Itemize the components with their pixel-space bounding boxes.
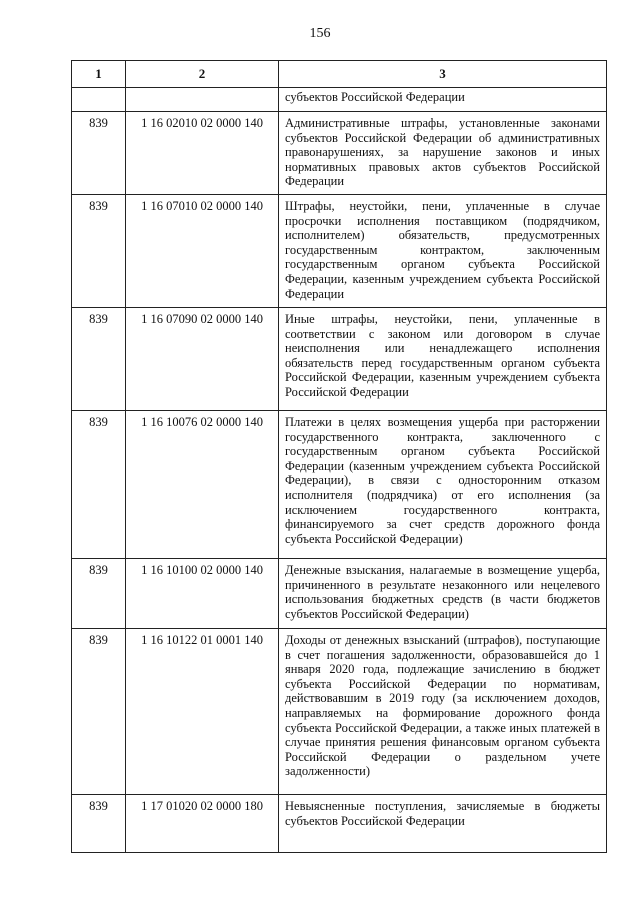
table-row — [72, 112, 607, 195]
budget-code: 1 16 02010 02 0000 140 — [126, 112, 279, 195]
description: Иные штрафы, неустойки, пени, уплаченные в соответствии с законом или договором в случае неисполнения или ненадлежащего исполнения обязательств перед государственным органом субъекта Российской Федерации, казенным учреждением субъекта Российской Федерации — [279, 308, 607, 411]
budget-code: 1 16 10076 02 0000 140 — [126, 411, 279, 559]
admin-code: 839 — [72, 195, 126, 308]
admin-code: 839 — [72, 795, 126, 853]
header-col-3: 3 — [279, 61, 607, 88]
description: Платежи в целях возмещения ущерба при расторжении государственного контракта, заключенного с государственным органом субъекта Российской Федерации (казенным учреждением субъекта Российской Федерации), в связи с односторонним отказом исполнителя (подрядчика) от его исполнения (за исключением государственного контракта, финансируемого за счет средств дорожного фонда субъекта Российской Федерации) — [279, 411, 607, 559]
continuation-row — [72, 88, 607, 112]
page-number: 156 — [309, 26, 331, 41]
budget-code: 1 16 10122 01 0001 140 — [126, 629, 279, 795]
description: Невыясненные поступления, зачисляемые в бюджеты субъектов Российской Федерации — [279, 795, 607, 853]
admin-code: 839 — [72, 559, 126, 629]
table-row — [72, 795, 607, 853]
header-col-2: 2 — [126, 61, 279, 88]
description: Денежные взыскания, налагаемые в возмещение ущерба, причиненного в результате незаконного или нецелевого использования бюджетных средств (в части бюджетов субъектов Российской Федерации) — [279, 559, 607, 629]
budget-code: 1 17 01020 02 0000 180 — [126, 795, 279, 853]
table-row — [72, 629, 607, 795]
budget-code: 1 16 07010 02 0000 140 — [126, 195, 279, 308]
table-row — [72, 559, 607, 629]
empty-cell — [72, 88, 126, 112]
description: Доходы от денежных взысканий (штрафов), поступающие в счет погашения задолженности, образовавшейся до 1 января 2020 года, подлежащие зачислению в бюджет субъекта Российской Федерации по нормативам, действовавшим в 2019 году (за исключением доходов, направляемых на формирование дорожного фонда субъекта Российской Федерации, а также иных платежей в случае принятия решения финансовым органом субъекта Российской Федерации о раздельном учете задолженности) — [279, 629, 607, 795]
budget-codes-table — [71, 60, 607, 853]
admin-code: 839 — [72, 308, 126, 411]
budget-code: 1 16 07090 02 0000 140 — [126, 308, 279, 411]
table-row — [72, 308, 607, 411]
admin-code: 839 — [72, 629, 126, 795]
continuation-text: субъектов Российской Федерации — [279, 88, 607, 112]
table-row — [72, 411, 607, 559]
description: Штрафы, неустойки, пени, уплаченные в случае просрочки исполнения поставщиком (подрядчиком, исполнителем) обязательств, предусмотренных государственным контрактом, заключенным государственным органом субъекта Российской Федерации, казенным учреждением субъекта Российской Федерации — [279, 195, 607, 308]
header-col-1: 1 — [72, 61, 126, 88]
admin-code: 839 — [72, 112, 126, 195]
empty-cell — [126, 88, 279, 112]
budget-code: 1 16 10100 02 0000 140 — [126, 559, 279, 629]
table-header-row — [72, 61, 607, 88]
admin-code: 839 — [72, 411, 126, 559]
table-row — [72, 195, 607, 308]
description: Административные штрафы, установленные законами субъектов Российской Федерации об административных правонарушениях, за нарушение законов и иных нормативных правовых актов субъектов Российской Федерации — [279, 112, 607, 195]
